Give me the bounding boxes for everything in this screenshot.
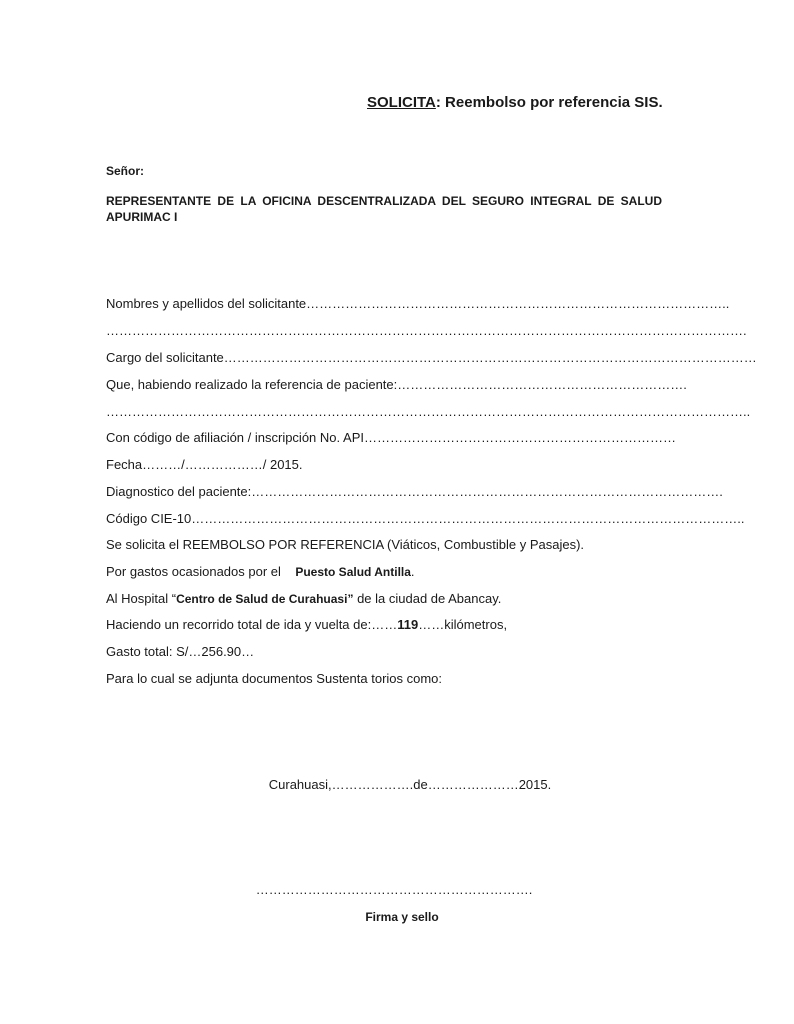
field-cargo: Cargo del solicitante…………………………………………………………………………………………………………… xyxy=(106,350,757,365)
body-gasto-total: Gasto total: S/…256.90… xyxy=(106,644,255,659)
salutation: Señor: xyxy=(106,164,145,178)
title-underlined: SOLICITA xyxy=(367,94,436,111)
body-recorrido xyxy=(106,617,662,633)
recipient: REPRESENTANTE DE LA OFICINA DESCENTRALIZADA DEL SEGURO INTEGRAL DE SALUD APURIMAC I xyxy=(106,194,662,224)
hospital-bold: Centro de Salud de Curahuasi” xyxy=(176,592,354,606)
recorrido-bold: 119 xyxy=(397,617,419,632)
field-diagnostico: Diagnostico del paciente:………………………………………………………………………………………………. xyxy=(106,484,723,499)
place-date: Curahuasi,……………….de…………………2015. xyxy=(268,777,552,792)
document-title xyxy=(367,94,663,111)
field-cie: Código CIE-10……………………………………………………………………………………………………………….. xyxy=(106,511,745,526)
body-gastos xyxy=(106,564,662,580)
field-afiliacion: Con código de afiliación / inscripción No. API……………………………………………………………… xyxy=(106,430,676,445)
gastos-prefix: Por gastos ocasionados por el xyxy=(106,564,281,579)
field-nombres-cont: …………………………………………………………………………………………………………………………………. xyxy=(106,323,747,338)
field-referencia-cont: ………………………………………………………………………………………………………………………………….. xyxy=(106,404,751,419)
field-referencia: Que, habiendo realizado la referencia de paciente:…………………………………………………………. xyxy=(106,377,687,392)
signature-line: ………………………………………………………. xyxy=(255,882,533,897)
gastos-suffix: . xyxy=(410,564,415,579)
title-rest: : Reembolso por referencia SIS. xyxy=(435,94,663,111)
body-solicita: Se solicita el REEMBOLSO POR REFERENCIA (Viáticos, Combustible y Pasajes). xyxy=(106,537,585,552)
hospital-suffix: de la ciudad de Abancay. xyxy=(353,591,502,606)
hospital-prefix: Al Hospital “ xyxy=(106,591,177,606)
body-adjunta: Para lo cual se adjunta documentos Sustenta torios como: xyxy=(106,671,443,686)
signature-label: Firma y sello xyxy=(365,910,439,924)
field-fecha: Fecha………/………………/ 2015. xyxy=(106,457,303,472)
recorrido-suffix: ……kilómetros, xyxy=(418,617,508,632)
gastos-bold: Puesto Salud Antilla xyxy=(295,565,411,579)
body-hospital xyxy=(106,591,662,607)
field-nombres: Nombres y apellidos del solicitante…………………………………………………………………………………….. xyxy=(106,296,730,311)
recorrido-prefix: Haciendo un recorrido total de ida y vuelta de:…… xyxy=(106,617,398,632)
